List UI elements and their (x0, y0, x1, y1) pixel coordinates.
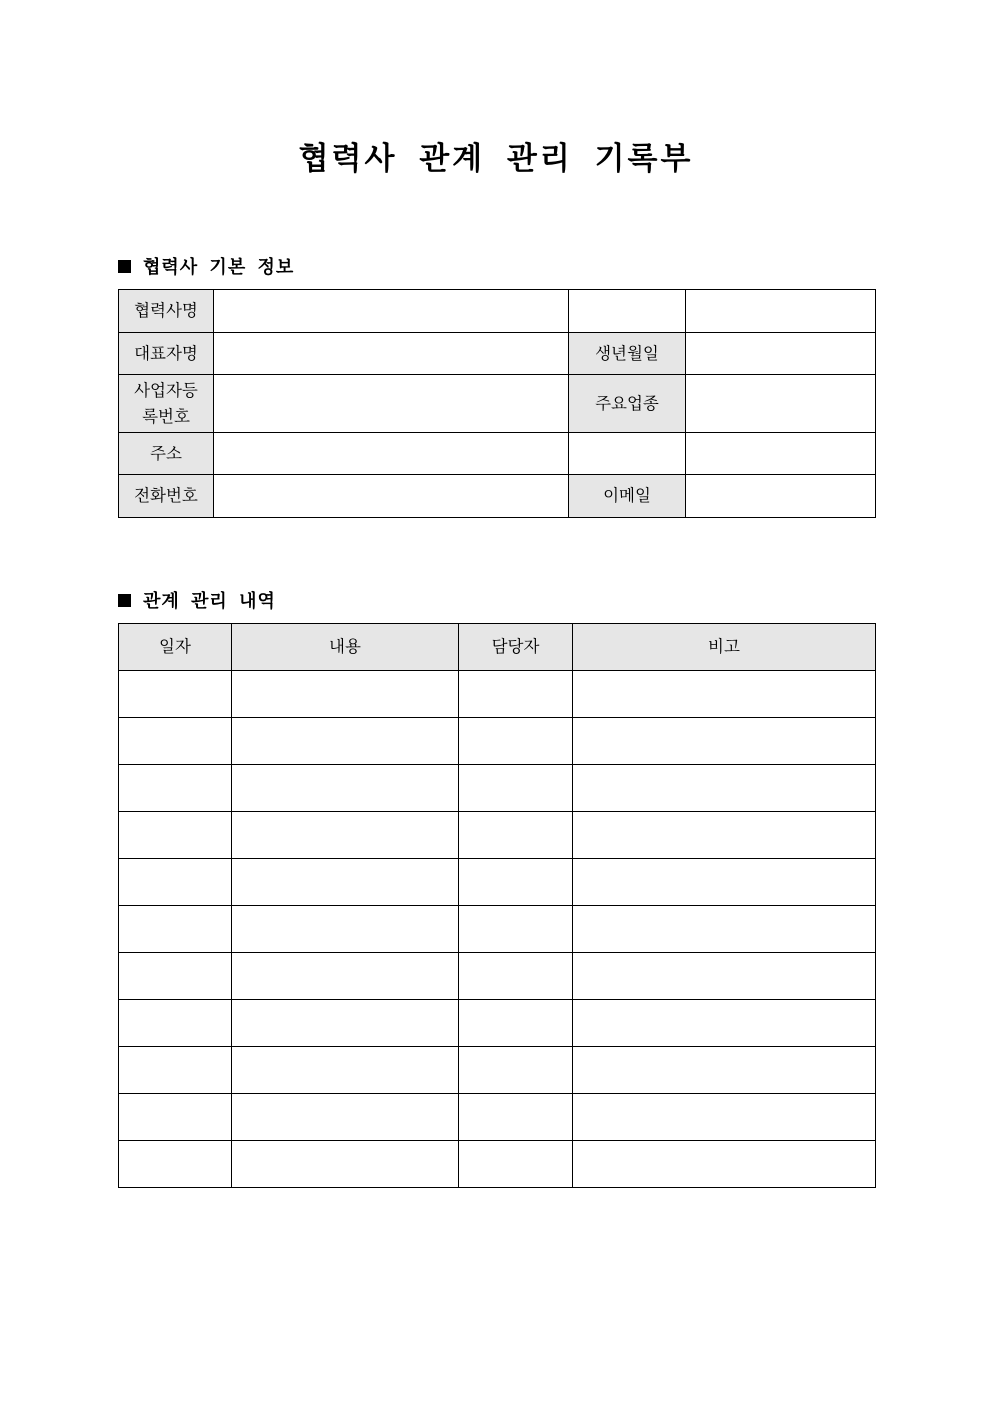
table-header-row (119, 624, 876, 671)
phone-field[interactable] (214, 475, 569, 518)
content-cell[interactable] (232, 1094, 459, 1141)
business-reg-no-label-line1: 사업자등 (134, 380, 198, 400)
content-cell[interactable] (232, 765, 459, 812)
manager-cell[interactable] (459, 1047, 573, 1094)
content-cell[interactable] (232, 906, 459, 953)
manager-cell[interactable] (459, 859, 573, 906)
basic-info-table (118, 289, 876, 518)
date-cell[interactable] (119, 1094, 232, 1141)
remarks-cell[interactable] (573, 718, 876, 765)
blank-cell[interactable] (686, 290, 876, 333)
email-field[interactable] (686, 475, 876, 518)
section-heading-relationship-log (118, 587, 276, 613)
address-label: 주소 (119, 433, 214, 475)
blank-cell[interactable] (686, 433, 876, 475)
company-name-label: 협력사명 (119, 290, 214, 333)
address-field[interactable] (214, 433, 569, 475)
remarks-cell[interactable] (573, 765, 876, 812)
relationship-log-table (118, 623, 876, 1188)
date-cell[interactable] (119, 1141, 232, 1188)
content-cell[interactable] (232, 1000, 459, 1047)
manager-cell[interactable] (459, 1141, 573, 1188)
date-cell[interactable] (119, 906, 232, 953)
manager-cell[interactable] (459, 765, 573, 812)
remarks-cell[interactable] (573, 859, 876, 906)
blank-cell[interactable] (569, 290, 686, 333)
remarks-cell[interactable] (573, 906, 876, 953)
page-title: 협력사 관계 관리 기록부 (298, 141, 694, 177)
date-cell[interactable] (119, 953, 232, 1000)
remarks-cell[interactable] (573, 671, 876, 718)
remarks-cell[interactable] (573, 1047, 876, 1094)
manager-cell[interactable] (459, 1000, 573, 1047)
email-label: 이메일 (569, 475, 686, 518)
table-row (119, 333, 876, 375)
square-bullet-icon (118, 260, 131, 273)
main-industry-field[interactable] (686, 375, 876, 433)
date-cell[interactable] (119, 1000, 232, 1047)
company-name-field[interactable] (214, 290, 569, 333)
date-cell[interactable] (119, 765, 232, 812)
column-header-content: 내용 (232, 624, 459, 671)
table-row (119, 765, 876, 812)
table-row (119, 290, 876, 333)
remarks-cell[interactable] (573, 953, 876, 1000)
date-cell[interactable] (119, 1047, 232, 1094)
table-row (119, 1094, 876, 1141)
remarks-cell[interactable] (573, 1141, 876, 1188)
remarks-cell[interactable] (573, 1094, 876, 1141)
manager-cell[interactable] (459, 718, 573, 765)
main-industry-label: 주요업종 (569, 375, 686, 433)
table-row (119, 718, 876, 765)
section-heading-basic-info (118, 253, 294, 279)
table-row (119, 375, 876, 433)
table-row (119, 433, 876, 475)
manager-cell[interactable] (459, 1094, 573, 1141)
birth-date-label: 생년월일 (569, 333, 686, 375)
representative-field[interactable] (214, 333, 569, 375)
square-bullet-icon (118, 594, 131, 607)
business-reg-no-label-line2: 록번호 (142, 406, 190, 426)
content-cell[interactable] (232, 1141, 459, 1188)
phone-label: 전화번호 (119, 475, 214, 518)
date-cell[interactable] (119, 671, 232, 718)
table-row (119, 1047, 876, 1094)
table-row (119, 1000, 876, 1047)
table-row (119, 906, 876, 953)
content-cell[interactable] (232, 812, 459, 859)
column-header-date: 일자 (119, 624, 232, 671)
representative-label: 대표자명 (119, 333, 214, 375)
date-cell[interactable] (119, 859, 232, 906)
table-row (119, 859, 876, 906)
table-row (119, 671, 876, 718)
content-cell[interactable] (232, 718, 459, 765)
content-cell[interactable] (232, 1047, 459, 1094)
date-cell[interactable] (119, 718, 232, 765)
section-heading-text: 관계 관리 내역 (143, 591, 276, 612)
column-header-remarks: 비고 (573, 624, 876, 671)
remarks-cell[interactable] (573, 812, 876, 859)
manager-cell[interactable] (459, 953, 573, 1000)
content-cell[interactable] (232, 953, 459, 1000)
remarks-cell[interactable] (573, 1000, 876, 1047)
content-cell[interactable] (232, 859, 459, 906)
birth-date-field[interactable] (686, 333, 876, 375)
section-heading-text: 협력사 기본 정보 (143, 257, 295, 278)
manager-cell[interactable] (459, 906, 573, 953)
business-reg-no-label (119, 375, 214, 433)
table-row (119, 1141, 876, 1188)
blank-cell[interactable] (569, 433, 686, 475)
manager-cell[interactable] (459, 812, 573, 859)
table-row (119, 812, 876, 859)
table-row (119, 953, 876, 1000)
table-row (119, 475, 876, 518)
column-header-manager: 담당자 (459, 624, 573, 671)
date-cell[interactable] (119, 812, 232, 859)
content-cell[interactable] (232, 671, 459, 718)
business-reg-no-field[interactable] (214, 375, 569, 433)
manager-cell[interactable] (459, 671, 573, 718)
